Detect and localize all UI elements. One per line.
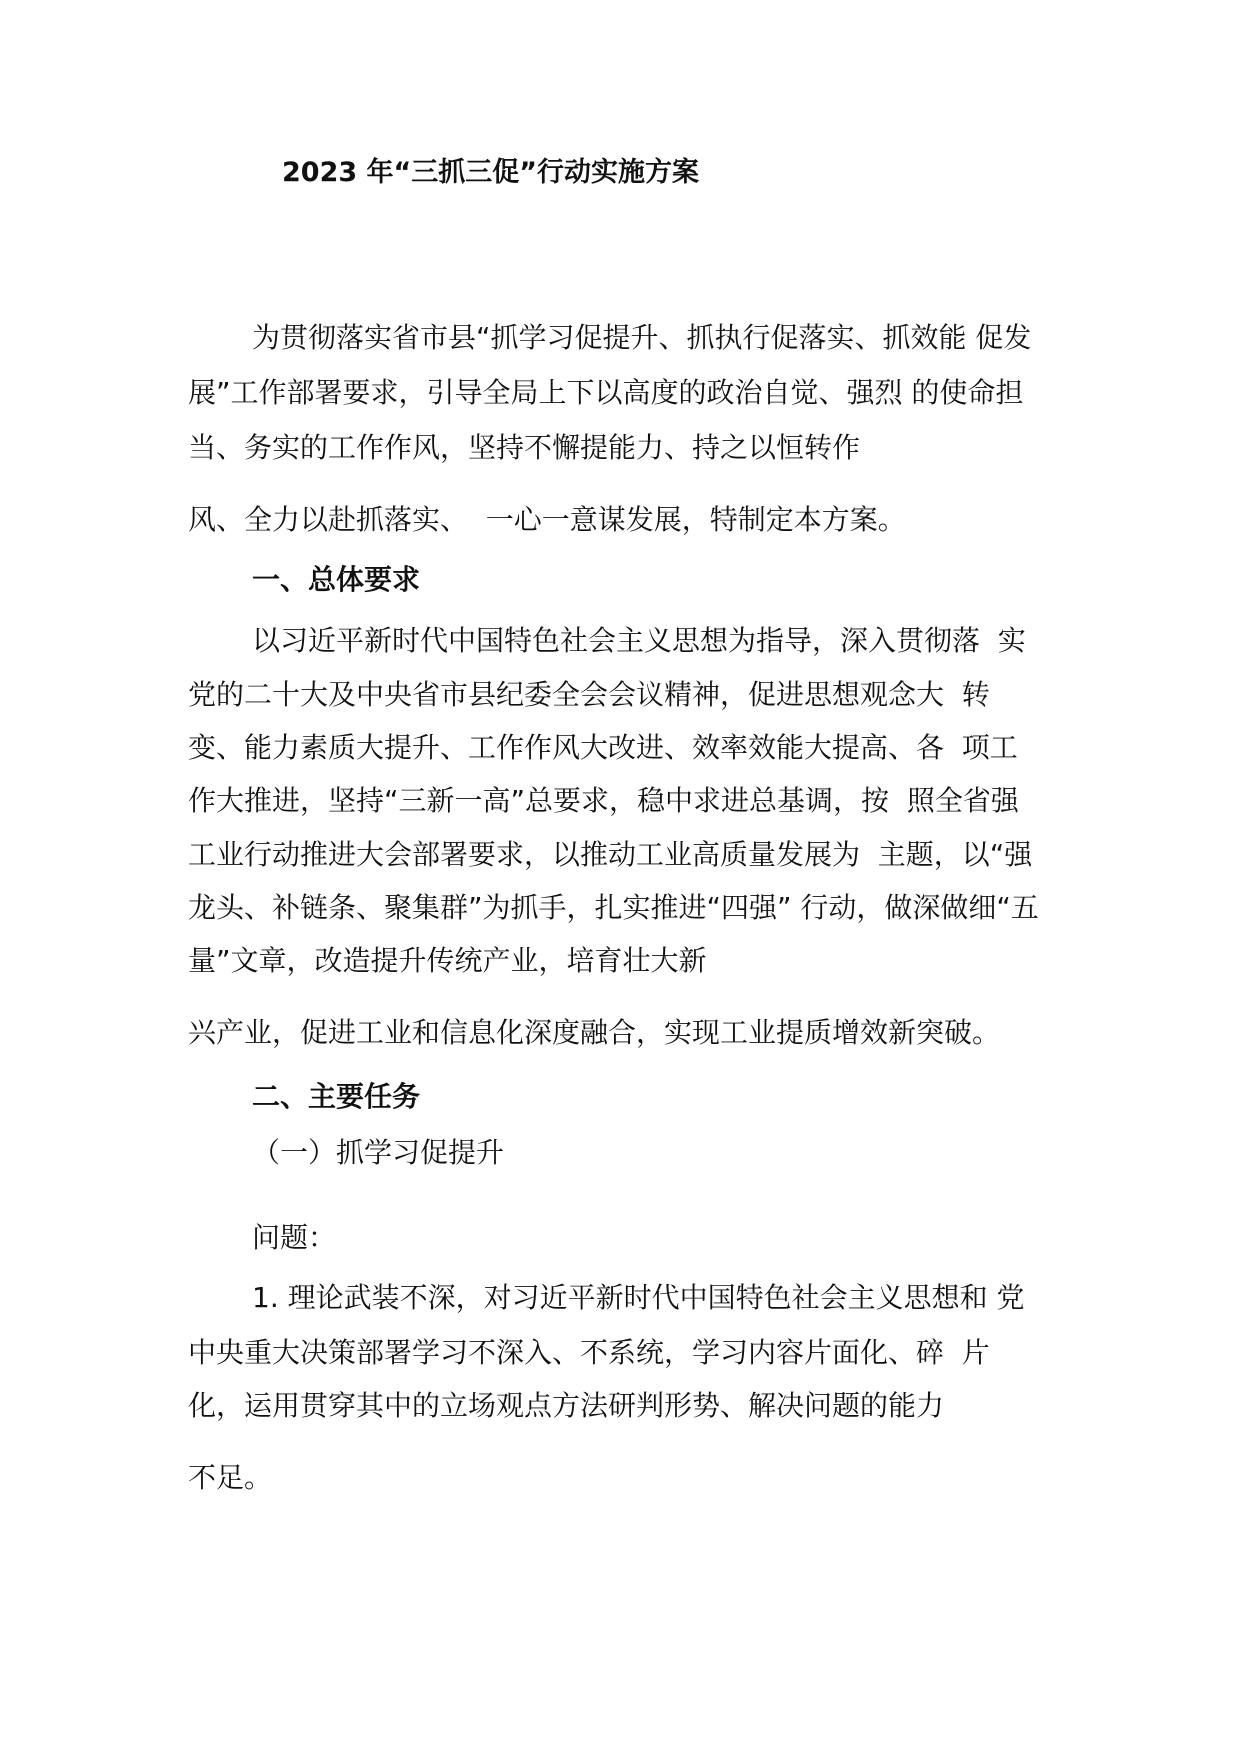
section-1-line-5: 工业行动推进大会部署要求，以推动工业高质量发展为 主题，以“强 xyxy=(188,838,1033,871)
intro-line-2: 展”工作部署要求，引导全局上下以高度的政治自觉、强烈 的使命担 xyxy=(188,376,1024,409)
problem-item-1-line-3: 化，运用贯穿其中的立场观点方法研判形势、解决问题的能力 xyxy=(188,1389,945,1422)
section-1-line-2: 党的二十大及中央省市县纪委全会会议精神，促进思想观念大 转 xyxy=(188,678,990,711)
section-1-line-1: 以习近平新时代中国特色社会主义思想为指导，深入贯彻落 实 xyxy=(252,624,1026,657)
section-1-heading: 一、总体要求 xyxy=(252,563,421,596)
intro-line-1: 为贯彻落实省市县“抓学习促提升、抓执行促落实、抓效能 促发 xyxy=(252,321,1032,354)
problem-item-1-line-1: 1. 理论武装不深，对习近平新时代中国特色社会主义思想和 党 xyxy=(252,1281,1025,1314)
section-2-heading: 二、主要任务 xyxy=(252,1080,421,1113)
section-2-subheading: （一）抓学习促提升 xyxy=(252,1136,505,1169)
problem-item-1-line-4: 不足。 xyxy=(188,1461,273,1494)
document-title: 2023 年“三抓三促”行动实施方案 xyxy=(282,157,700,188)
problem-item-1-line-2: 中央重大决策部署学习不深入、不系统，学习内容片面化、碎 片 xyxy=(188,1336,990,1369)
intro-line-4: 风、全力以赴抓落实、 一心一意谋发展，特制定本方案。 xyxy=(188,503,906,536)
intro-line-3: 当、务实的工作作风，坚持不懈提能力、持之以恒转作 xyxy=(188,431,861,464)
section-1-line-7: 量”文章，改造提升传统产业，培育壮大新 xyxy=(188,944,707,977)
section-1-line-4: 作大推进，坚持“三新一高”总要求，稳中求进总基调，按 照全省强 xyxy=(188,784,1019,817)
problem-label: 问题： xyxy=(252,1221,337,1254)
section-1-line-8: 兴产业，促进工业和信息化深度融合，实现工业提质增效新突破。 xyxy=(188,1016,1001,1049)
section-1-line-6: 龙头、补链条、聚集群”为抓手，扎实推进“四强” 行动，做深做细“五 xyxy=(188,891,1039,924)
section-1-line-3: 变、能力素质大提升、工作作风大改进、效率效能大提高、各 项工 xyxy=(188,731,1018,764)
